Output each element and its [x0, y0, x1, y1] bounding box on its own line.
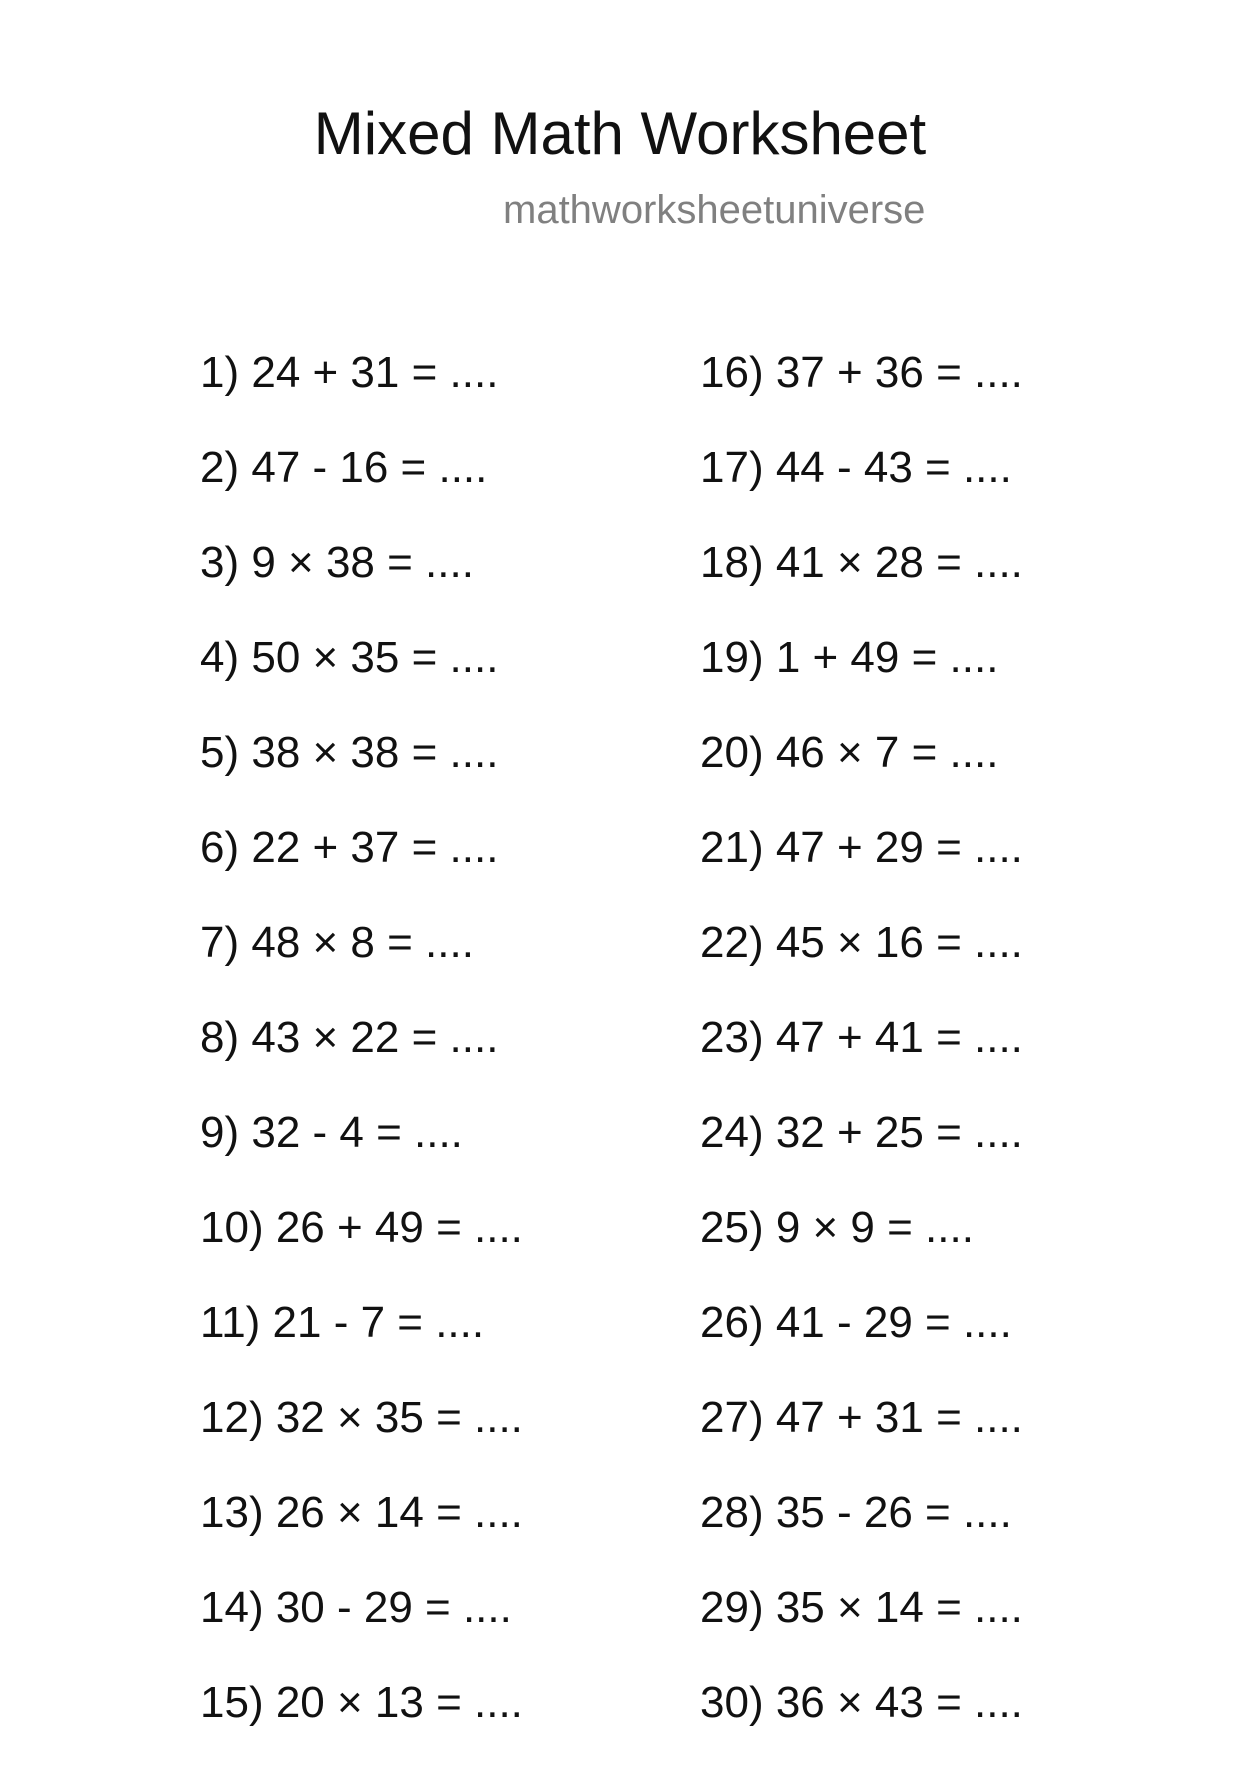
math-problem-3: 3) 9 × 38 = ....: [200, 538, 474, 587]
math-problem-11: 11) 21 - 7 = ....: [200, 1298, 485, 1347]
math-problem-6: 6) 22 + 37 = ....: [200, 823, 499, 872]
problem-column-left: [200, 348, 523, 1773]
math-problem-7: 7) 48 × 8 = ....: [200, 918, 474, 967]
math-problem-9: 9) 32 - 4 = ....: [200, 1108, 463, 1157]
math-problem-13: 13) 26 × 14 = ....: [200, 1488, 523, 1537]
math-problem-26: 26) 41 - 29 = ....: [700, 1298, 1012, 1347]
math-problem-8: 8) 43 × 22 = ....: [200, 1013, 499, 1062]
math-problem-24: 24) 32 + 25 = ....: [700, 1108, 1023, 1157]
math-problem-14: 14) 30 - 29 = ....: [200, 1583, 512, 1632]
math-problem-20: 20) 46 × 7 = ....: [700, 728, 999, 777]
math-problem-18: 18) 41 × 28 = ....: [700, 538, 1023, 587]
math-problem-25: 25) 9 × 9 = ....: [700, 1203, 974, 1252]
math-problem-17: 17) 44 - 43 = ....: [700, 443, 1012, 492]
math-problem-22: 22) 45 × 16 = ....: [700, 918, 1023, 967]
problem-column-right: [700, 348, 1023, 1773]
math-problem-1: 1) 24 + 31 = ....: [200, 348, 499, 397]
math-problem-10: 10) 26 + 49 = ....: [200, 1203, 523, 1252]
math-problem-16: 16) 37 + 36 = ....: [700, 348, 1023, 397]
page-title: Mixed Math Worksheet: [313, 100, 927, 167]
math-problem-28: 28) 35 - 26 = ....: [700, 1488, 1012, 1537]
page-subtitle: mathworksheetuniverse: [503, 188, 926, 232]
math-problem-15: 15) 20 × 13 = ....: [200, 1678, 523, 1727]
math-problem-23: 23) 47 + 41 = ....: [700, 1013, 1023, 1062]
math-problem-19: 19) 1 + 49 = ....: [700, 633, 999, 682]
math-problem-21: 21) 47 + 29 = ....: [700, 823, 1023, 872]
math-problem-12: 12) 32 × 35 = ....: [200, 1393, 523, 1442]
math-problem-2: 2) 47 - 16 = ....: [200, 443, 488, 492]
math-problem-29: 29) 35 × 14 = ....: [700, 1583, 1023, 1632]
math-problem-27: 27) 47 + 31 = ....: [700, 1393, 1023, 1442]
math-problem-30: 30) 36 × 43 = ....: [700, 1678, 1023, 1727]
math-problem-5: 5) 38 × 38 = ....: [200, 728, 499, 777]
math-problem-4: 4) 50 × 35 = ....: [200, 633, 499, 682]
